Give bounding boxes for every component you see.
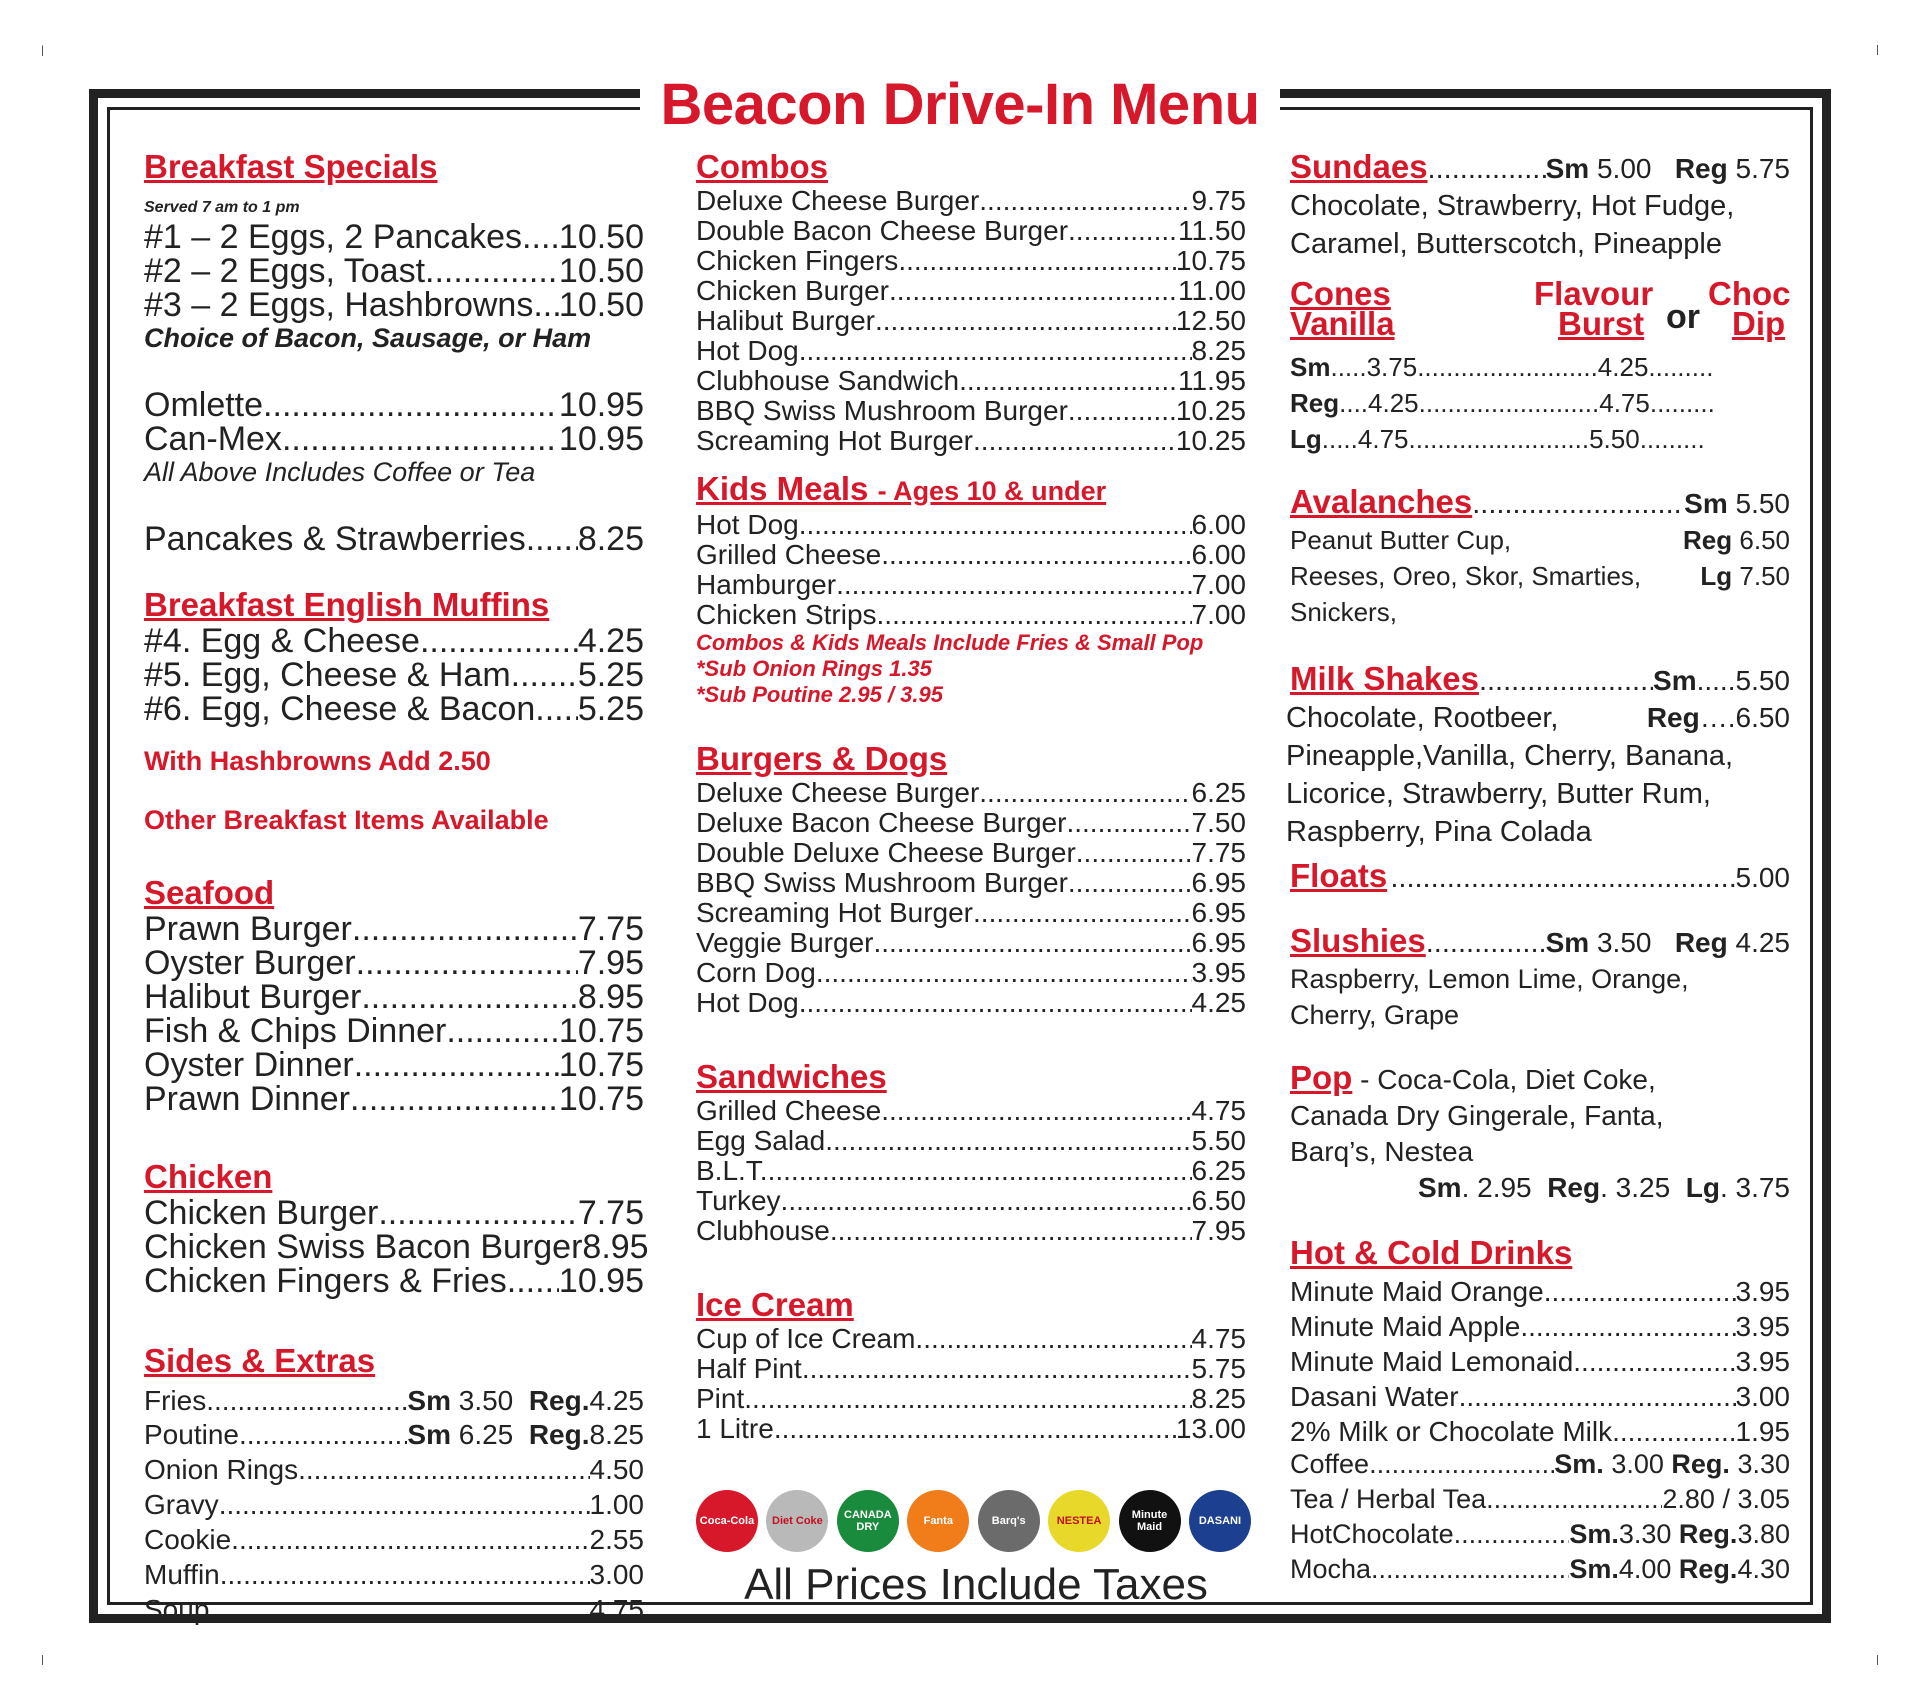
menu-item (696, 868, 1246, 898)
item-price: 6.95 (1191, 867, 1246, 898)
cones-price-rows (1290, 349, 1790, 457)
item-name: Onion Rings (144, 1454, 299, 1485)
hashbrowns-note: With Hashbrowns Add 2.50 (144, 746, 491, 776)
menu-item (144, 946, 644, 980)
sundae-flavours: Chocolate, Strawberry, Hot Fudge, Caramel, Butterscotch, Pineapple (1290, 190, 1735, 260)
drinks-multi-price: Coffee ..... Sm. 3.00 Reg. 3.30 Tea / Herbal Tea ..... 2.80 / 3.05 HotChocolate ..... Sm.3.30 Reg.3.80 Mocha ..... Sm.4.00 Reg.4.30 (1290, 1447, 1790, 1587)
menu-item (144, 1014, 644, 1048)
crop-mark (42, 45, 53, 56)
item-price: 3.95 (1735, 1311, 1790, 1342)
item-price: 10.50 (558, 286, 644, 324)
menu-item (144, 1228, 649, 1266)
item-name: Minute Maid Apple (1290, 1311, 1521, 1342)
menu-item (696, 1216, 1246, 1246)
crop-mark (1867, 1655, 1878, 1665)
item-price: 6.95 (1191, 897, 1246, 928)
section-heading-drinks: Hot & Cold Drinks (1290, 1234, 1573, 1271)
breakfast-specials-list (144, 220, 644, 322)
item-name: Double Deluxe Cheese Burger (696, 837, 1076, 868)
includes-note: All Above Includes Coffee or Tea (144, 457, 536, 487)
item-price: 1.00 (589, 1489, 644, 1520)
item-name: Halibut Burger (144, 978, 362, 1016)
menu-item (144, 254, 644, 288)
menu-item (696, 276, 1246, 306)
item-price: 2.55 (589, 1524, 644, 1555)
item-name: #2 – 2 Eggs, Toast (144, 252, 426, 290)
item-name: Hamburger (696, 569, 837, 600)
menu-column-2 (696, 148, 1246, 1610)
brand-logos (696, 1490, 1251, 1552)
item-price: 5.25 (577, 656, 644, 694)
section-heading-muffins: Breakfast English Muffins (144, 586, 550, 623)
item-name: Pint (696, 1383, 745, 1414)
menu-column-3 (1286, 148, 1791, 1587)
chicken-list (144, 1194, 649, 1300)
item-name: Fish & Chips Dinner (144, 1012, 447, 1050)
menu-item (1290, 1347, 1790, 1377)
sides-list (144, 1455, 644, 1625)
item-price: 7.00 (1191, 569, 1246, 600)
item-price: 11.00 (1178, 275, 1246, 306)
item-name: Prawn Dinner (144, 1080, 350, 1118)
item-price: 11.50 (1178, 215, 1246, 246)
menu-item (696, 306, 1246, 336)
milk-shakes-details: Chocolate, Rootbeer, Reg….6.50 Pineapple,Vanilla, Cherry, Banana, Licorice, Strawberry, Butter Rum, Raspberry, Pina Colada (1286, 702, 1790, 848)
item-name: Halibut Burger (696, 305, 875, 336)
menu-item-fries: Fries ..... Sm 3.50 Reg.4.25 (144, 1386, 644, 1416)
section-heading-seafood: Seafood (144, 874, 275, 911)
menu-item: Pancakes & Strawberries ..... 8.25 (144, 522, 644, 556)
item-price: 7.95 (1191, 1215, 1246, 1246)
item-name: #6. Egg, Cheese & Bacon (144, 690, 536, 728)
item-price: 10.25 (1175, 395, 1246, 426)
menu-item (696, 1156, 1246, 1186)
menu-item (1290, 1417, 1790, 1447)
item-price: 6.00 (1191, 509, 1246, 540)
item-price: 3.95 (1191, 957, 1246, 988)
menu-item (144, 658, 644, 692)
menu-item (696, 246, 1246, 276)
item-name: Chicken Burger (144, 1194, 379, 1232)
item-name: Can-Mex (144, 420, 282, 458)
menu-item (1290, 1382, 1790, 1412)
cone-price-row: Reg....4.25.........................4.75......... (1290, 388, 1715, 418)
menu-item (696, 570, 1246, 600)
item-name: Corn Dog (696, 957, 816, 988)
brand-logo-icon: DASANI (1189, 1490, 1251, 1552)
item-name: Clubhouse Sandwich (696, 365, 960, 396)
section-heading-breakfast-specials: Breakfast Specials (144, 148, 438, 185)
item-price: 7.75 (577, 910, 644, 948)
sundaes-header: Sundaes ..... Sm 5.00 Reg 5.75 (1290, 148, 1790, 187)
other-breakfast-note: Other Breakfast Items Available (144, 805, 549, 835)
item-price: 6.25 (1191, 1155, 1246, 1186)
choice-note: Choice of Bacon, Sausage, or Ham (144, 323, 592, 353)
item-name: Clubhouse (696, 1215, 830, 1246)
item-name: Soup (144, 1594, 210, 1625)
menu-column-1 (144, 148, 649, 1625)
item-price: 10.75 (558, 1046, 644, 1084)
item-name: Deluxe Bacon Cheese Burger (696, 807, 1067, 838)
item-price: 10.25 (1175, 425, 1246, 456)
item-price: 11.95 (1178, 365, 1246, 396)
item-price: 10.50 (558, 218, 644, 256)
item-price: 5.25 (577, 690, 644, 728)
item-name: Turkey (696, 1185, 781, 1216)
brand-logo-icon: Diet Coke (766, 1490, 828, 1552)
seafood-list (144, 912, 644, 1116)
menu-item (696, 838, 1246, 868)
section-heading-ice-cream: Ice Cream (696, 1286, 854, 1323)
item-price: 10.50 (558, 252, 644, 290)
menu-item (696, 366, 1246, 396)
item-name: Oyster Dinner (144, 1046, 354, 1084)
item-name: Deluxe Cheese Burger (696, 185, 980, 216)
menu-item (696, 186, 1246, 216)
item-price: 7.50 (1191, 807, 1246, 838)
item-price: 7.00 (1191, 599, 1246, 630)
menu-item (144, 1196, 644, 1230)
menu-item (696, 778, 1246, 808)
menu-item (696, 958, 1246, 988)
item-name: Grilled Cheese (696, 1095, 882, 1126)
item-price: 10.95 (558, 1262, 644, 1300)
item-price: 12.50 (1175, 305, 1246, 336)
section-heading-kids: Kids Meals - Ages 10 & under (696, 470, 1107, 507)
item-name: Hot Dog (696, 335, 799, 366)
menu-item (144, 220, 644, 254)
sandwiches-list (696, 1096, 1246, 1246)
slushies-header: Slushies ..... Sm 3.50 Reg 4.25 (1290, 922, 1790, 961)
breakfast-items-list (144, 388, 644, 456)
item-price: 4.75 (1191, 1095, 1246, 1126)
item-price: 3.00 (1735, 1381, 1790, 1412)
item-price: 6.50 (1191, 1185, 1246, 1216)
menu-item (696, 898, 1246, 928)
menu-item (1290, 1312, 1790, 1342)
item-name: #1 – 2 Eggs, 2 Pancakes (144, 218, 523, 256)
crop-mark (42, 1655, 53, 1665)
menu-item (1290, 1277, 1790, 1307)
item-price: 4.75 (1191, 1323, 1246, 1354)
menu-item (696, 1324, 1246, 1354)
menu-item (144, 422, 644, 456)
section-heading-burgers: Burgers & Dogs (696, 740, 948, 777)
menu-item (696, 1186, 1246, 1216)
menu-title: Beacon Drive-In Menu (640, 70, 1280, 140)
item-price: 7.75 (1191, 837, 1246, 868)
item-name: Hot Dog (696, 987, 799, 1018)
item-name: Double Bacon Cheese Burger (696, 215, 1069, 246)
item-price: 3.95 (1735, 1276, 1790, 1307)
item-name: BBQ Swiss Mushroom Burger (696, 395, 1068, 426)
item-name: Chicken Swiss Bacon Burger (144, 1228, 583, 1266)
menu-item (144, 980, 644, 1014)
floats-item: Floats ..... 5.00 (1290, 857, 1790, 896)
item-price: 13.00 (1175, 1413, 1246, 1444)
menu-item (696, 928, 1246, 958)
item-price: 4.50 (589, 1454, 644, 1485)
section-heading-sandwiches: Sandwiches (696, 1058, 887, 1095)
item-name: Egg Salad (696, 1125, 826, 1156)
item-price: 10.75 (558, 1080, 644, 1118)
item-price: 8.95 (577, 978, 644, 1016)
item-name: #4. Egg & Cheese (144, 622, 420, 660)
item-name: Chicken Burger (696, 275, 889, 306)
item-price: 10.95 (558, 386, 644, 424)
pop-section: Pop - Coca-Cola, Diet Coke, Canada Dry Gingerale, Fanta, Barq’s, Nestea Sm. 2.95 Reg. 3.25 Lg. 3.75 (1290, 1059, 1790, 1203)
item-price: 5.50 (1191, 1125, 1246, 1156)
item-name: Half Pint (696, 1353, 802, 1384)
slushie-flavours: Raspberry, Lemon Lime, Orange, Cherry, Grape (1290, 964, 1689, 1030)
menu-item (696, 510, 1246, 540)
menu-item (696, 1096, 1246, 1126)
menu-item (144, 624, 644, 658)
item-name: Muffin (144, 1559, 220, 1590)
muffins-list (144, 624, 644, 726)
item-price: 4.25 (577, 622, 644, 660)
item-name: Screaming Hot Burger (696, 897, 974, 928)
item-name: Oyster Burger (144, 944, 356, 982)
milk-shakes-header: Milk Shakes ..... Sm.....5.50 (1290, 660, 1790, 699)
menu-item (144, 1560, 644, 1590)
item-price: 10.75 (1175, 245, 1246, 276)
menu-item (144, 912, 644, 946)
menu-item (696, 1414, 1246, 1444)
menu-item (696, 426, 1246, 456)
menu-item (696, 600, 1246, 630)
item-price: 7.75 (577, 1194, 644, 1232)
cone-price-row: Sm.....3.75.........................4.25......... (1290, 352, 1714, 382)
drinks-list (1290, 1277, 1790, 1447)
item-price: 8.95 (582, 1228, 649, 1266)
menu-item (144, 1455, 644, 1485)
item-name: Prawn Burger (144, 910, 352, 948)
item-name: Dasani Water (1290, 1381, 1459, 1412)
brand-logo-icon: NESTEA (1048, 1490, 1110, 1552)
item-name: BBQ Swiss Mushroom Burger (696, 867, 1068, 898)
kids-note: Combos & Kids Meals Include Fries & Small Pop (696, 630, 1204, 655)
item-price: 8.25 (1191, 335, 1246, 366)
cones-header: Cones Vanilla Flavour Burst or Choc Dip (1290, 275, 1791, 342)
served-hours: Served 7 am to 1 pm (144, 199, 300, 216)
item-name: Chicken Fingers (696, 245, 899, 276)
item-price: 6.00 (1191, 539, 1246, 570)
menu-item-poutine: Poutine ..... Sm 6.25 Reg.8.25 (144, 1420, 644, 1450)
menu-item (696, 1384, 1246, 1414)
item-name: 1 Litre (696, 1413, 774, 1444)
item-price: 5.75 (1191, 1353, 1246, 1384)
item-price: 9.75 (1191, 185, 1246, 216)
item-name: #3 – 2 Eggs, Hashbrowns (144, 286, 534, 324)
cone-price-row: Lg.....4.75.........................5.50......... (1290, 424, 1705, 454)
combos-list (696, 186, 1246, 456)
burgers-list (696, 778, 1246, 1018)
item-price: 10.75 (558, 1012, 644, 1050)
menu-item (696, 216, 1246, 246)
item-name: B.L.T. (696, 1155, 768, 1186)
item-price: 3.00 (589, 1559, 644, 1590)
sub-poutine-note: *Sub Poutine 2.95 / 3.95 (696, 682, 943, 707)
brand-logo-icon: Coca-Cola (696, 1490, 758, 1552)
section-heading-sides: Sides & Extras (144, 1342, 376, 1379)
item-name: Chicken Fingers & Fries (144, 1262, 507, 1300)
item-name: Cup of Ice Cream (696, 1323, 916, 1354)
crop-mark (1867, 45, 1878, 55)
menu-item (696, 396, 1246, 426)
item-price: 6.95 (1191, 927, 1246, 958)
menu-item (144, 1082, 644, 1116)
menu-item (696, 808, 1246, 838)
item-name: Minute Maid Orange (1290, 1276, 1544, 1307)
item-price: 4.25 (1191, 987, 1246, 1018)
item-name: 2% Milk or Chocolate Milk (1290, 1416, 1613, 1447)
item-price: 8.25 (1191, 1383, 1246, 1414)
menu-item (144, 692, 644, 726)
item-name: Cookie (144, 1524, 232, 1555)
taxes-note: All Prices Include Taxes (744, 1560, 1208, 1609)
item-price: 4.75 (589, 1594, 644, 1625)
menu-item (696, 988, 1246, 1018)
item-name: #5. Egg, Cheese & Ham (144, 656, 511, 694)
brand-logo-icon: Minute Maid (1119, 1490, 1181, 1552)
menu-item (144, 1525, 644, 1555)
brand-logo-icon: Barq's (978, 1490, 1040, 1552)
item-price: 10.95 (558, 420, 644, 458)
item-price: 6.25 (1191, 777, 1246, 808)
brand-logo-icon: Fanta (907, 1490, 969, 1552)
menu-item (144, 288, 644, 322)
section-heading-chicken: Chicken (144, 1158, 273, 1195)
menu-item (144, 1595, 644, 1625)
ice-cream-list (696, 1324, 1246, 1444)
item-name: Grilled Cheese (696, 539, 882, 570)
item-name: Veggie Burger (696, 927, 874, 958)
item-name: Hot Dog (696, 509, 799, 540)
avalanches-header: Avalanches ..... Sm 5.50 (1290, 483, 1790, 522)
item-name: Minute Maid Lemonaid (1290, 1346, 1574, 1377)
menu-item (696, 336, 1246, 366)
item-name: Screaming Hot Burger (696, 425, 974, 456)
item-name: Gravy (144, 1489, 219, 1520)
section-heading-combos: Combos (696, 148, 828, 185)
menu-item (144, 1264, 644, 1298)
item-name: Chicken Strips (696, 599, 877, 630)
kids-list (696, 510, 1246, 630)
menu-item (696, 1126, 1246, 1156)
avalanches-details: Peanut Butter Cup, Reg 6.50 Reeses, Oreo, Skor, Smarties, Lg 7.50 Snickers, (1290, 525, 1790, 627)
item-price: 7.95 (577, 944, 644, 982)
item-price: 1.95 (1735, 1416, 1790, 1447)
sub-onion-rings-note: *Sub Onion Rings 1.35 (696, 656, 932, 681)
item-price: 3.95 (1735, 1346, 1790, 1377)
menu-item (696, 1354, 1246, 1384)
brand-logo-icon: CANADA DRY (837, 1490, 899, 1552)
menu-item (696, 540, 1246, 570)
menu-item (144, 388, 644, 422)
item-name: Deluxe Cheese Burger (696, 777, 980, 808)
item-name: Omlette (144, 386, 264, 424)
menu-item (144, 1048, 644, 1082)
menu-item (144, 1490, 644, 1520)
